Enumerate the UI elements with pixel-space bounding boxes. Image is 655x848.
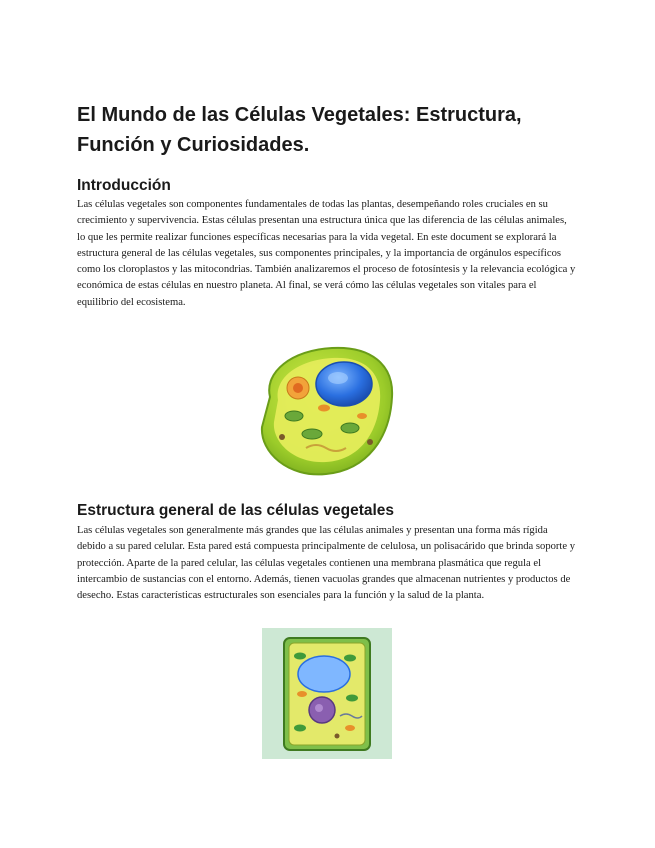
document-title: El Mundo de las Células Vegetales: Estructura, Función y Curiosidades.	[77, 104, 522, 156]
section-paragraph-introduccion: Las células vegetales son componentes fundamentales de todas las plantas, desempeñando roles cruciales en su crecimiento y supervivencia. Estas células presentan una estructura única que las diferencia de las células animales, lo que les permite realizar funciones específicas necesarias para la vida vegetal. En este document se explorará la estructura general de las células vegetales, sus componentes principales, y la importancia de orgánulos específicos como los cloroplastos y las mitocondrias. También analizaremos el proceso de fotosíntesis y la relevancia ecológica y económica de estas células en nuestro planeta. Al final, se verá cómo las células vegetales son vitales para el equilibrio del ecosistema.	[77, 199, 576, 308]
section-heading-estructura: Estructura general de las células vegetales	[77, 502, 395, 519]
plant-cell-diagram	[262, 628, 392, 759]
plant-cell-3d-illustration	[252, 342, 402, 480]
section-paragraph-estructura: Las células vegetales son generalmente más grandes que las células animales y presentan una forma más rígida debido a su pared celular. Esta pared está compuesta principalmente de celulosa, un polisacárido que brinda soporte y protección. Aparte de la pared celular, las células vegetales contienen una membrana plasmática que regula el intercambio de sustancias con el entorno. Además, tienen vacuolas grandes que almacenan nutrientes y productos de desecho. Estas características estructurales son esenciales para la función y la salud de la planta.	[77, 525, 576, 602]
section-heading-introduccion: Introducción	[77, 177, 171, 194]
